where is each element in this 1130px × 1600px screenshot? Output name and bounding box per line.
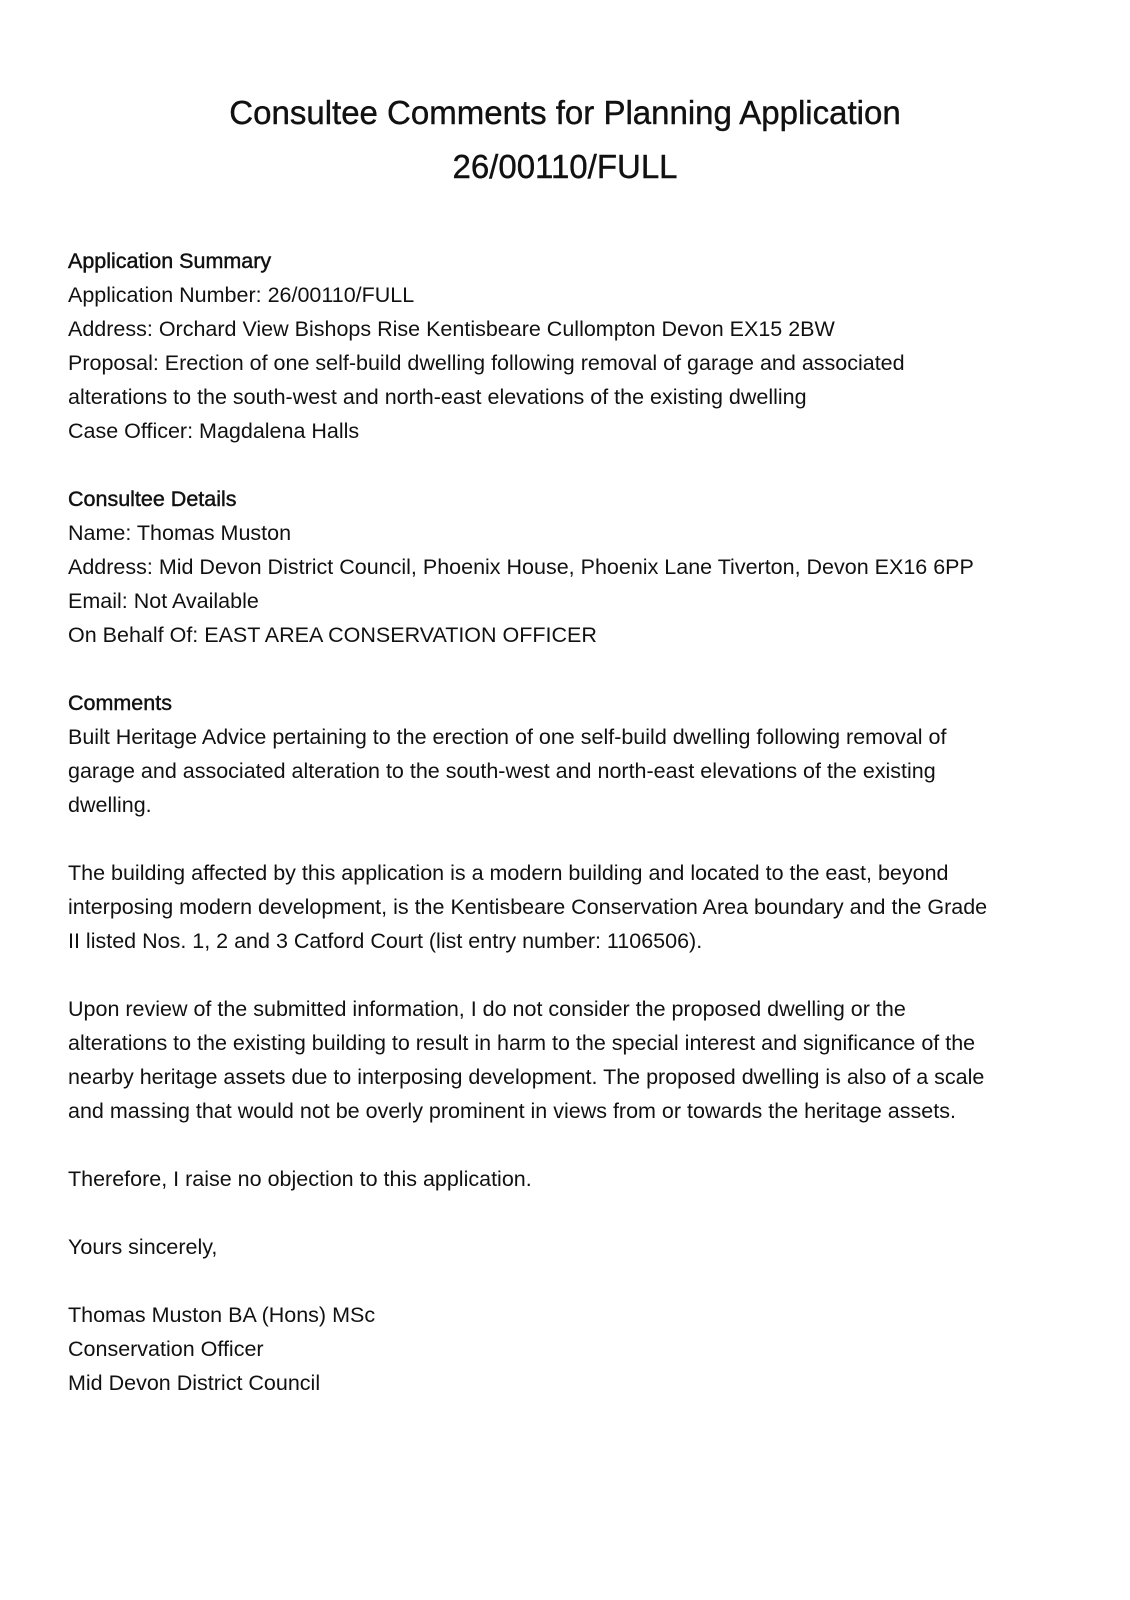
application-number: Application Number: 26/00110/FULL xyxy=(68,283,415,307)
comment-paragraph-1-line: dwelling. xyxy=(68,793,152,817)
signatory-name: Thomas Muston BA (Hons) MSc xyxy=(68,1303,376,1327)
consultee-email: Email: Not Available xyxy=(68,589,259,613)
consultee-details-heading: Consultee Details xyxy=(68,487,237,511)
comments-section xyxy=(68,686,1062,1400)
application-summary-heading: Application Summary xyxy=(68,249,272,273)
comment-paragraph-3-line: nearby heritage assets due to interposing development. The proposed dwelling is also of a scale xyxy=(68,1065,985,1089)
consultee-name: Name: Thomas Muston xyxy=(68,521,292,545)
comment-paragraph-2-line: The building affected by this application is a modern building and located to the east, beyond xyxy=(68,861,949,885)
consultee-address: Address: Mid Devon District Council, Phoenix House, Phoenix Lane Tiverton, Devon EX16 6PP xyxy=(68,555,974,579)
application-summary-section xyxy=(68,244,1062,448)
comments-heading: Comments xyxy=(68,691,172,715)
comment-paragraph-1-line: Built Heritage Advice pertaining to the erection of one self-build dwelling following removal of xyxy=(68,725,947,749)
document-title xyxy=(68,0,1062,194)
document-title-line-2: 26/00110/FULL xyxy=(452,148,678,185)
comment-paragraph-3-line: alterations to the existing building to result in harm to the special interest and significance of the xyxy=(68,1031,976,1055)
signatory-role: Conservation Officer xyxy=(68,1337,264,1361)
comment-paragraph-1-line: garage and associated alteration to the south-west and north-east elevations of the existing xyxy=(68,759,936,783)
comment-paragraph-1 xyxy=(68,720,1062,822)
consultee-details-section xyxy=(68,482,1062,652)
document-title-line-1: Consultee Comments for Planning Application xyxy=(229,94,901,131)
proposal-line-2: alterations to the south-west and north-east elevations of the existing dwelling xyxy=(68,385,807,409)
application-address: Address: Orchard View Bishops Rise Kentisbeare Cullompton Devon EX15 2BW xyxy=(68,317,835,341)
consultee-on-behalf-of: On Behalf Of: EAST AREA CONSERVATION OFFICER xyxy=(68,623,597,647)
comment-paragraph-3-line: Upon review of the submitted information, I do not consider the proposed dwelling or the xyxy=(68,997,906,1021)
letter-closing: Yours sincerely, xyxy=(68,1235,218,1259)
proposal-line-1: Proposal: Erection of one self-build dwelling following removal of garage and associated xyxy=(68,351,905,375)
comment-paragraph-2-line: interposing modern development, is the Kentisbeare Conservation Area boundary and the Grade xyxy=(68,895,988,919)
case-officer: Case Officer: Magdalena Halls xyxy=(68,419,360,443)
comment-paragraph-3 xyxy=(68,992,1062,1128)
comment-paragraph-2-line: II listed Nos. 1, 2 and 3 Catford Court (list entry number: 1106506). xyxy=(68,929,703,953)
comment-paragraph-3-line: and massing that would not be overly prominent in views from or towards the heritage assets. xyxy=(68,1099,956,1123)
comment-paragraph-2 xyxy=(68,856,1062,958)
comment-conclusion: Therefore, I raise no objection to this application. xyxy=(68,1167,532,1191)
signatory-organisation: Mid Devon District Council xyxy=(68,1371,321,1395)
